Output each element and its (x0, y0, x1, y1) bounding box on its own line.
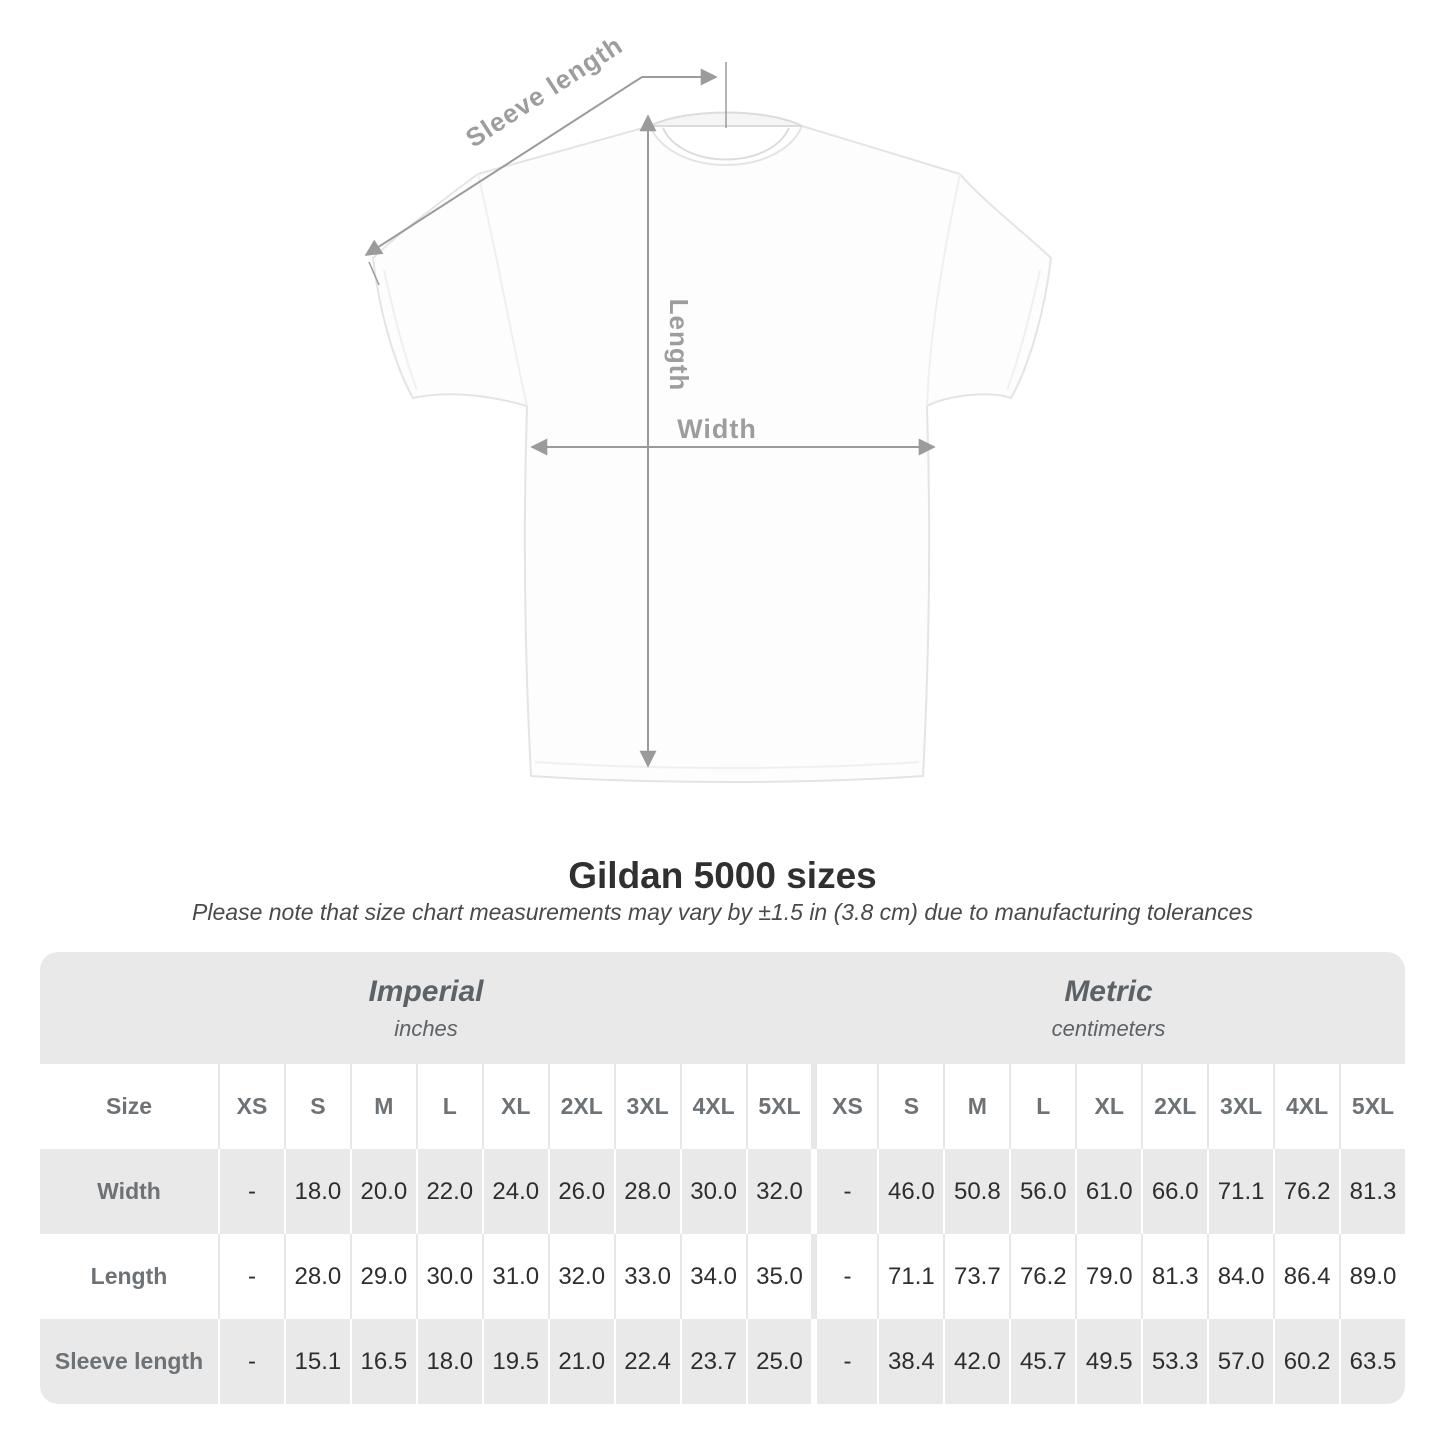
metric-value-cell: 73.7 (943, 1234, 1009, 1319)
imperial-value-cell: 30.0 (416, 1234, 482, 1319)
metric-value-cell: 50.8 (943, 1149, 1009, 1234)
imperial-value-cell: 19.5 (482, 1319, 548, 1404)
size-header-metric-s: S (877, 1064, 943, 1149)
metric-value-cell: 53.3 (1141, 1319, 1207, 1404)
row-label: Width (97, 1178, 161, 1204)
metric-value-cell: - (811, 1234, 877, 1319)
measurement-row (40, 1319, 1405, 1404)
imperial-value-cell: 26.0 (548, 1149, 614, 1234)
metric-value-cell: - (811, 1319, 877, 1404)
imperial-value-cell: 16.5 (350, 1319, 416, 1404)
imperial-value-cell: 22.0 (416, 1149, 482, 1234)
metric-value-cell: 66.0 (1141, 1149, 1207, 1234)
metric-value-cell: 38.4 (877, 1319, 943, 1404)
metric-value-cell: 57.0 (1207, 1319, 1273, 1404)
page-title: Gildan 5000 sizes (568, 855, 877, 896)
size-header-row (40, 1064, 1405, 1149)
metric-value-cell: 49.5 (1075, 1319, 1141, 1404)
size-header-metric-xl: XL (1075, 1064, 1141, 1149)
metric-value-cell: 45.7 (1009, 1319, 1075, 1404)
imperial-value-cell: 23.7 (680, 1319, 746, 1404)
width-label: Width (677, 414, 757, 444)
size-header-imperial-3xl: 3XL (614, 1064, 680, 1149)
size-header-metric-3xl: 3XL (1207, 1064, 1273, 1149)
imperial-value-cell: 28.0 (284, 1234, 350, 1319)
size-header-imperial-5xl: 5XL (746, 1064, 812, 1149)
size-header-imperial-2xl: 2XL (548, 1064, 614, 1149)
imperial-value-cell: - (218, 1234, 284, 1319)
imperial-group-title: Imperial (368, 974, 484, 1008)
size-header-imperial-xs: XS (218, 1064, 284, 1149)
metric-value-cell: - (811, 1149, 877, 1234)
sleeve-length-label: Sleeve length (460, 29, 629, 154)
metric-group-title: Metric (1064, 974, 1153, 1008)
imperial-value-cell: 30.0 (680, 1149, 746, 1234)
imperial-value-cell: 20.0 (350, 1149, 416, 1234)
size-header-metric-5xl: 5XL (1339, 1064, 1405, 1149)
imperial-value-cell: 15.1 (284, 1319, 350, 1404)
size-table-rows (40, 1064, 1405, 1404)
metric-value-cell: 42.0 (943, 1319, 1009, 1404)
imperial-value-cell: 25.0 (746, 1319, 812, 1404)
size-header-metric-4xl: 4XL (1273, 1064, 1339, 1149)
imperial-value-cell: 32.0 (548, 1234, 614, 1319)
imperial-value-cell: 18.0 (416, 1319, 482, 1404)
metric-group-unit: centimeters (1051, 1015, 1166, 1041)
metric-value-cell: 71.1 (877, 1234, 943, 1319)
imperial-value-cell: 32.0 (746, 1149, 812, 1234)
metric-value-cell: 81.3 (1339, 1149, 1405, 1234)
imperial-value-cell: 21.0 (548, 1319, 614, 1404)
size-header-metric-2xl: 2XL (1141, 1064, 1207, 1149)
imperial-value-cell: 35.0 (746, 1234, 812, 1319)
metric-value-cell: 86.4 (1273, 1234, 1339, 1319)
size-header-imperial-l: L (416, 1064, 482, 1149)
imperial-value-cell: 31.0 (482, 1234, 548, 1319)
metric-value-cell: 60.2 (1273, 1319, 1339, 1404)
imperial-value-cell: 34.0 (680, 1234, 746, 1319)
metric-value-cell: 71.1 (1207, 1149, 1273, 1234)
size-header-metric-l: L (1009, 1064, 1075, 1149)
size-table (40, 952, 1405, 1404)
metric-value-cell: 79.0 (1075, 1234, 1141, 1319)
metric-value-cell: 84.0 (1207, 1234, 1273, 1319)
size-header-metric-m: M (943, 1064, 1009, 1149)
size-header-imperial-xl: XL (482, 1064, 548, 1149)
length-label: Length (664, 298, 694, 392)
size-column-header: Size (105, 1093, 153, 1119)
imperial-value-cell: 24.0 (482, 1149, 548, 1234)
imperial-group-unit: inches (394, 1015, 458, 1041)
size-header-imperial-4xl: 4XL (680, 1064, 746, 1149)
metric-value-cell: 56.0 (1009, 1149, 1075, 1234)
imperial-value-cell: 29.0 (350, 1234, 416, 1319)
imperial-value-cell: - (218, 1319, 284, 1404)
imperial-value-cell: 28.0 (614, 1149, 680, 1234)
metric-value-cell: 46.0 (877, 1149, 943, 1234)
tolerance-note: Please note that size chart measurements may vary by ±1.5 in (3.8 cm) due to manufacturing tolerances (192, 899, 1253, 925)
imperial-value-cell: - (218, 1149, 284, 1234)
metric-value-cell: 76.2 (1273, 1149, 1339, 1234)
size-header-imperial-s: S (284, 1064, 350, 1149)
collar-ribbing (663, 128, 789, 160)
size-header-imperial-m: M (350, 1064, 416, 1149)
row-label: Sleeve length (54, 1348, 204, 1374)
metric-value-cell: 81.3 (1141, 1234, 1207, 1319)
size-header-metric-xs: XS (811, 1064, 877, 1149)
row-label: Length (90, 1263, 168, 1289)
metric-value-cell: 89.0 (1339, 1234, 1405, 1319)
unit-group-header (40, 952, 1405, 1064)
metric-value-cell: 63.5 (1339, 1319, 1405, 1404)
imperial-value-cell: 22.4 (614, 1319, 680, 1404)
measurement-row (40, 1234, 1405, 1319)
imperial-value-cell: 33.0 (614, 1234, 680, 1319)
imperial-group-header (40, 952, 812, 1064)
metric-value-cell: 76.2 (1009, 1234, 1075, 1319)
measurement-row (40, 1149, 1405, 1234)
metric-value-cell: 61.0 (1075, 1149, 1141, 1234)
imperial-value-cell: 18.0 (284, 1149, 350, 1234)
metric-group-header (812, 952, 1405, 1064)
